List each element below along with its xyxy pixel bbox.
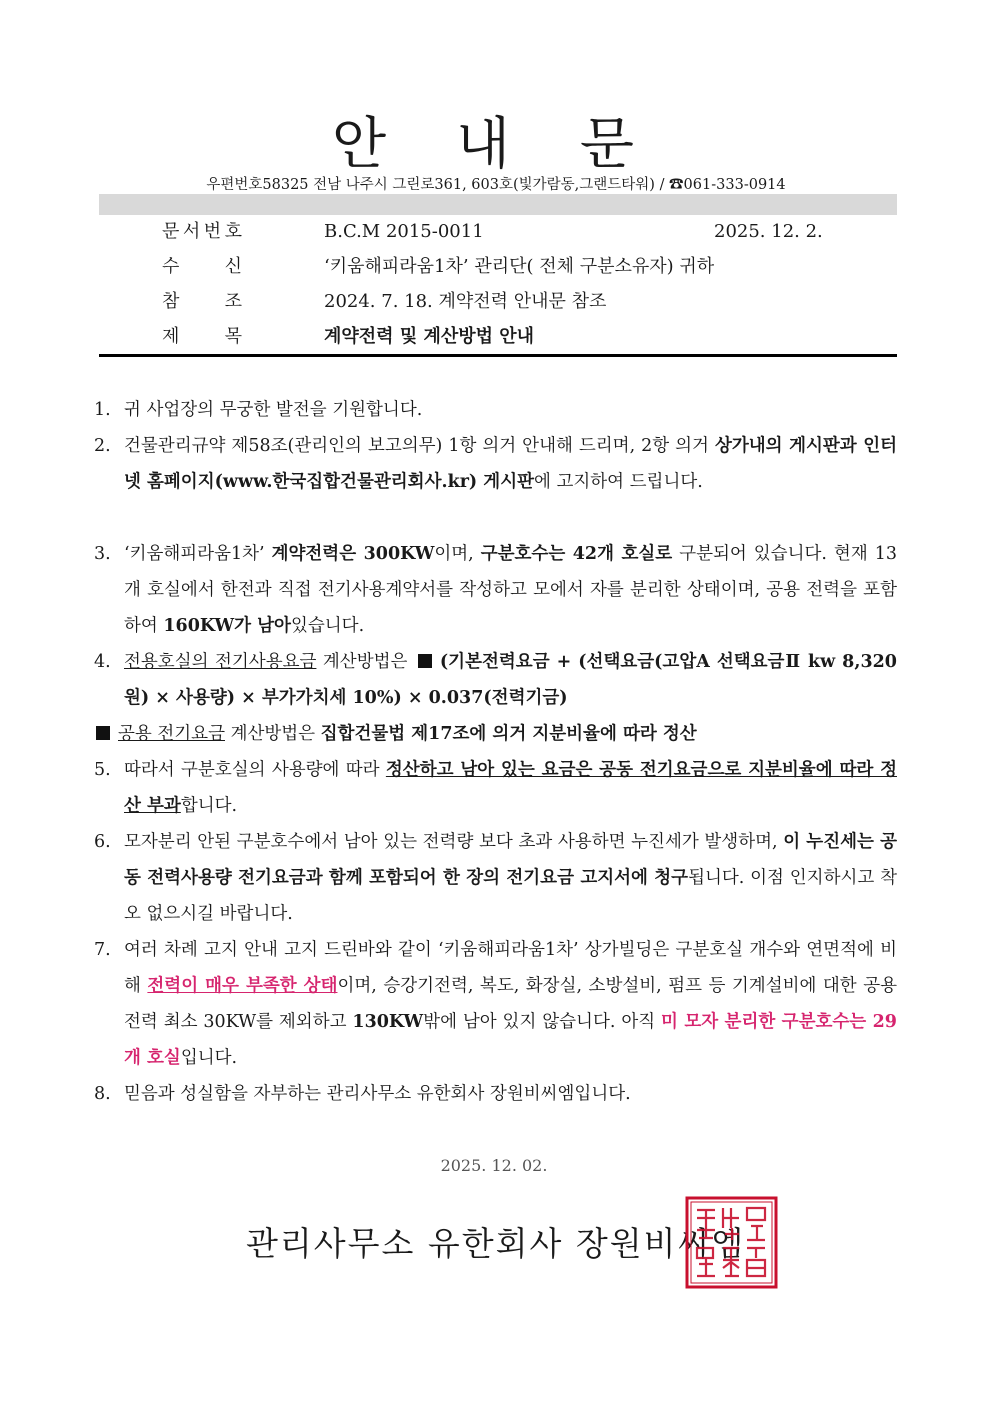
paragraph-8: 8. 믿음과 성실함을 자부하는 관리사무소 유한회사 장원비씨엠입니다. bbox=[94, 1084, 631, 1104]
paragraph-1: 1. 귀 사업장의 무궁한 발전을 기원합니다. bbox=[94, 400, 423, 420]
subject: 계약전력 및 계산방법 안내 bbox=[324, 326, 535, 347]
reference: 2024. 7. 18. 계약전력 안내문 참조 bbox=[324, 291, 607, 312]
subject-label: 제 목 bbox=[162, 326, 242, 347]
paragraph-7: 7. 여러 차례 고지 안내 고지 드린바와 같이 ‘키움해피라움1차’ 상가빌딩은 구분호실 개수와 연면적에 비해 전력이 매우 부족한 상태이며, 승강기전력, 복도, 화장실, 소방설비, 펌프 등 기계설비에 대한 공용전력 최소 30KW를 제외하고 130KW밖에 남아 있지 않습니다. 아직 미 모자 분리한 구분호수는 29개 호실입니다. bbox=[94, 940, 897, 1068]
signature: 관리사무소 유한회사 장원비씨엠 bbox=[246, 1224, 746, 1263]
paragraph-6: 6. 모자분리 안된 구분호수에서 남아 있는 전력량 보다 초과 사용하면 누진세가 발생하며, 이 누진세는 공동 전력사용량 전기요금과 함께 포함되어 한 장의 전기요금 고지서에 청구됩니다. 이점 인지하시고 착오 없으시길 바랍니다. bbox=[94, 832, 897, 924]
paragraph-4b: 공용 전기요금 계산방법은 집합건물법 제17조에 의거 지분비율에 따라 정산 bbox=[94, 716, 897, 752]
paragraph-2: 2. 건물관리규약 제58조(관리인의 보고의무) 1항 의거 안내해 드리며, 2항 의거 상가내의 게시판과 인터넷 홈페이지(www.한국집합건물관리회사.kr) 게시판에 고지하여 드립니다. bbox=[94, 436, 898, 492]
doc-number-label: 문 서 번 호 bbox=[162, 221, 242, 242]
paragraph-3: 3. ‘키움해피라움1차’ 계약전력은 300KW이며, 구분호수는 42개 호실로 구분되어 있습니다. 현재 13개 호실에서 한전과 직접 전기사용계약서를 작성하고 모에서 자를 분리한 상태이며, 공용 전력을 포함하여 160KW가 남아있습니다. bbox=[94, 544, 897, 636]
paragraph-4: 4. 전용호실의 전기사용요금 계산방법은 (기본전력요금 + (선택요금(고압A 선택요금Ⅱ kw 8,320원) × 사용량) × 부가가치세 10%) × 0.037(전력기금) bbox=[94, 652, 897, 708]
header-rule bbox=[99, 354, 897, 357]
doc-number: B.C.M 2015-0011 bbox=[324, 221, 484, 242]
square-bullet-icon bbox=[418, 654, 432, 668]
company-seal bbox=[685, 1196, 778, 1289]
reference-label: 참 조 bbox=[162, 291, 242, 312]
recipient: ‘키움해피라움1차’ 관리단( 전체 구분소유자) 귀하 bbox=[324, 256, 715, 277]
paragraph-5: 5. 따라서 구분호실의 사용량에 따라 정산하고 남아 있는 요금은 공동 전기요금으로 지분비율에 따라 정산 부과합니다. bbox=[94, 760, 897, 816]
doc-date: 2025. 12. 2. bbox=[714, 221, 823, 242]
header-bar bbox=[99, 194, 897, 215]
page-title: 안 내 문 bbox=[332, 112, 660, 177]
footer-date: 2025. 12. 02. bbox=[440, 1156, 548, 1175]
sender-address: 우편번호58325 전남 나주시 그린로361, 603호(빛가람동,그랜드타워) / ☎061-333-0914 bbox=[206, 177, 786, 193]
square-bullet-icon bbox=[96, 726, 110, 740]
recipient-label: 수 신 bbox=[162, 256, 242, 277]
